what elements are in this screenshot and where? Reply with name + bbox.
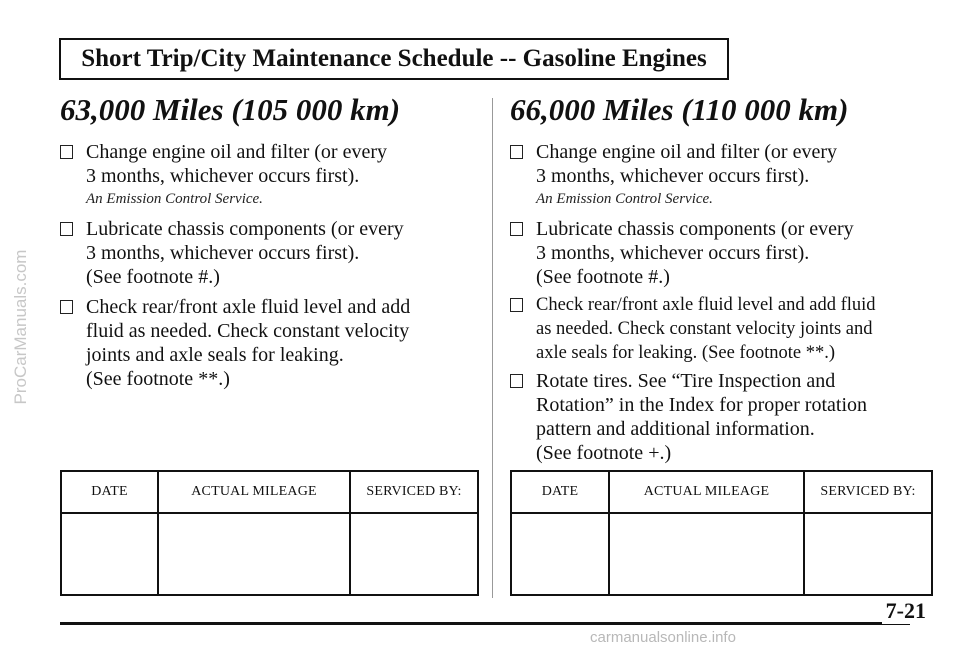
left-item-axle	[60, 295, 480, 391]
column-divider	[492, 98, 493, 598]
item-line: (See footnote **.)	[86, 368, 230, 390]
serviced-by-header: SERVICED BY:	[350, 471, 478, 513]
item-line: (See footnote #.)	[86, 266, 220, 288]
right-column	[510, 92, 935, 469]
item-line: Rotate tires. See “Tire Inspection and	[536, 370, 836, 392]
checkbox[interactable]	[510, 374, 523, 388]
item-line: pattern and additional information.	[536, 418, 815, 440]
emission-note: An Emission Control Service.	[536, 191, 713, 207]
date-cell[interactable]	[511, 513, 609, 595]
side-watermark	[6, 0, 36, 654]
page-number: 7-21	[882, 598, 930, 624]
item-line: as needed. Check constant velocity joints and	[536, 319, 873, 339]
footer-watermark: carmanualsonline.info	[590, 629, 736, 646]
item-line: fluid as needed. Check constant velocity	[86, 320, 410, 342]
serviced-by-cell[interactable]	[804, 513, 932, 595]
item-line: Check rear/front axle fluid level and add	[86, 296, 411, 318]
item-line: 3 months, whichever occurs first).	[86, 165, 360, 187]
item-line: Lubricate chassis components (or every	[536, 218, 854, 240]
checkbox[interactable]	[510, 145, 523, 159]
item-line: 3 months, whichever occurs first).	[536, 242, 810, 264]
item-line: joints and axle seals for leaking.	[86, 344, 344, 366]
actual-mileage-cell[interactable]	[609, 513, 804, 595]
actual-mileage-header: ACTUAL MILEAGE	[609, 471, 804, 513]
date-header: DATE	[61, 471, 158, 513]
right-item-oil	[510, 140, 935, 209]
serviced-by-cell[interactable]	[350, 513, 478, 595]
actual-mileage-cell[interactable]	[158, 513, 350, 595]
item-line: 3 months, whichever occurs first).	[536, 165, 810, 187]
left-item-oil	[60, 140, 480, 209]
date-cell[interactable]	[61, 513, 158, 595]
section-title: Short Trip/City Maintenance Schedule -- Gasoline Engines	[81, 45, 707, 72]
item-line: axle seals for leaking. (See footnote **.)	[536, 343, 835, 363]
left-column	[60, 92, 480, 395]
left-item-lubricate	[60, 217, 480, 289]
item-line: (See footnote +.)	[536, 442, 672, 464]
checkbox[interactable]	[510, 298, 523, 312]
left-service-table	[60, 470, 479, 596]
right-mileage-heading: 66,000 Miles (110 000 km)	[510, 92, 849, 127]
item-line: Change engine oil and filter (or every	[86, 141, 387, 163]
checkbox[interactable]	[60, 300, 73, 314]
date-header: DATE	[511, 471, 609, 513]
item-line: Lubricate chassis components (or every	[86, 218, 404, 240]
section-title-box	[59, 38, 729, 80]
left-mileage-heading: 63,000 Miles (105 000 km)	[60, 92, 401, 127]
item-line: Change engine oil and filter (or every	[536, 141, 837, 163]
checkbox[interactable]	[510, 222, 523, 236]
item-line: 3 months, whichever occurs first).	[86, 242, 360, 264]
right-item-axle	[510, 293, 935, 365]
side-watermark-text: ProCarManuals.com	[11, 249, 30, 405]
checkbox[interactable]	[60, 222, 73, 236]
item-line: Check rear/front axle fluid level and add fluid	[536, 295, 876, 315]
emission-note: An Emission Control Service.	[86, 191, 263, 207]
serviced-by-header: SERVICED BY:	[804, 471, 932, 513]
actual-mileage-header: ACTUAL MILEAGE	[158, 471, 350, 513]
right-item-rotate-tires	[510, 369, 935, 465]
right-service-table	[510, 470, 933, 596]
checkbox[interactable]	[60, 145, 73, 159]
item-line: (See footnote #.)	[536, 266, 670, 288]
bottom-rule	[60, 622, 910, 625]
item-line: Rotation” in the Index for proper rotation	[536, 394, 868, 416]
right-item-lubricate	[510, 217, 935, 289]
